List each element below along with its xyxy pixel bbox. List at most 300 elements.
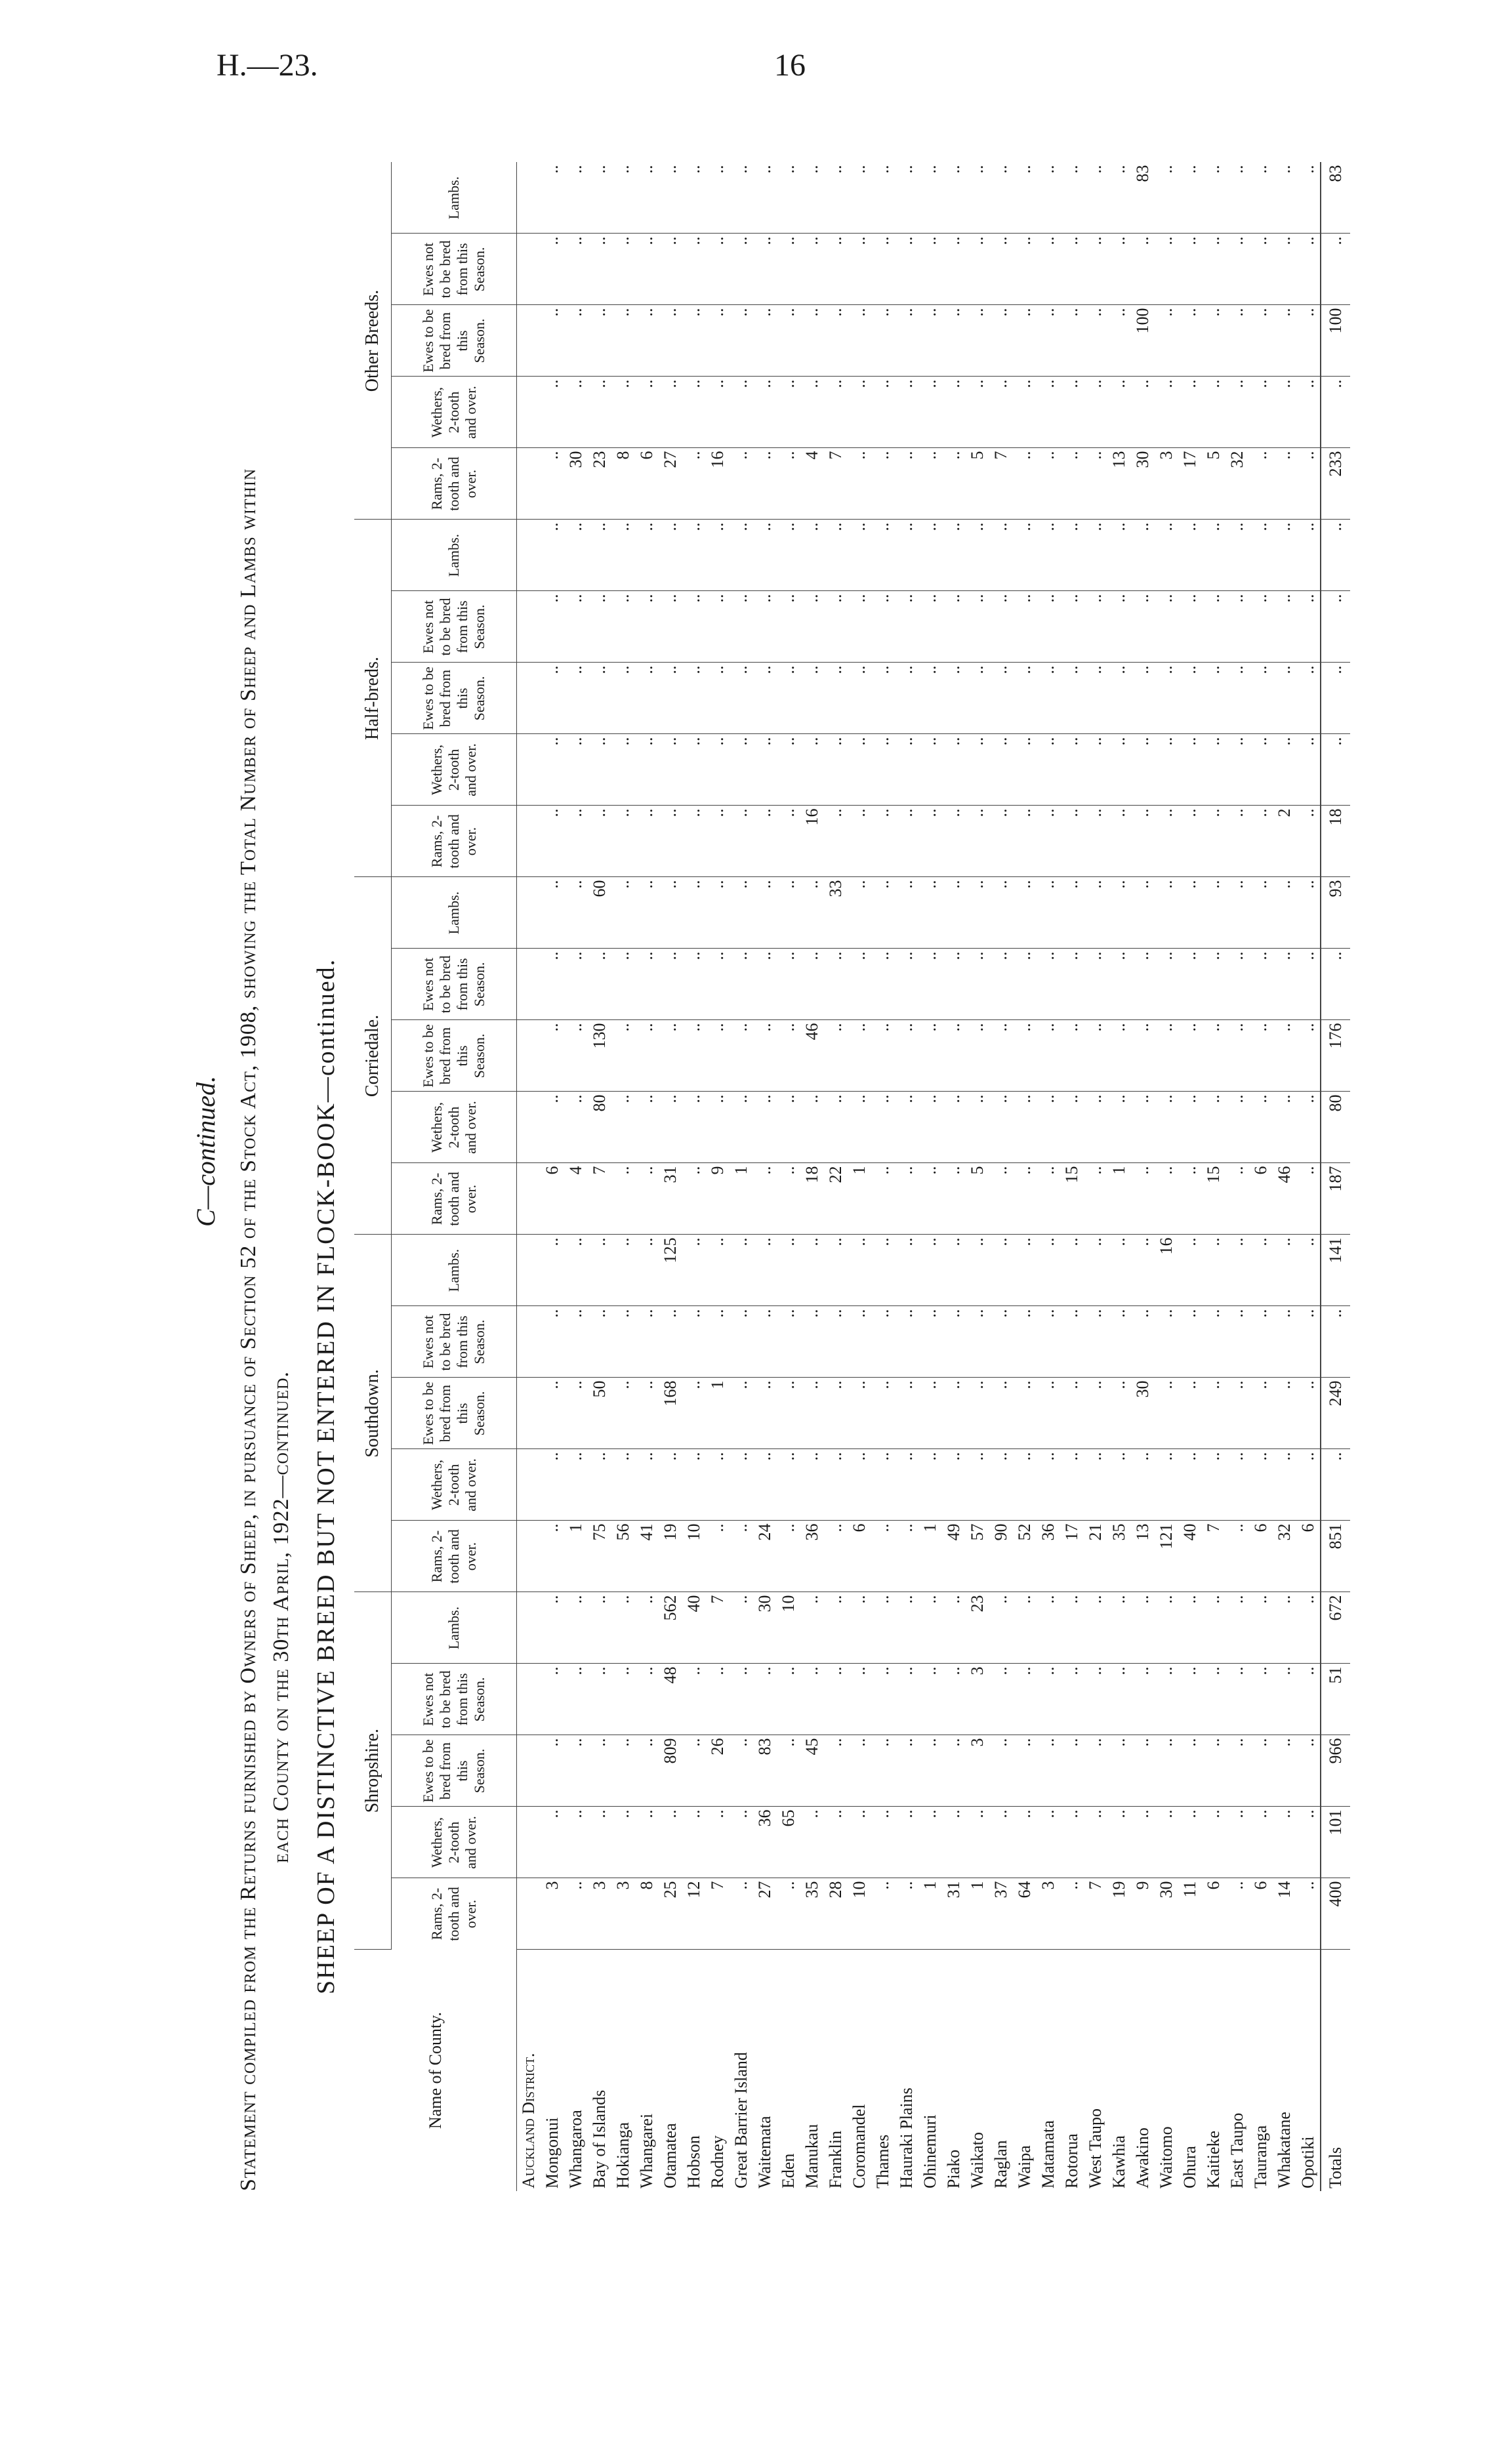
county-name: Awakino xyxy=(1133,2127,1152,2188)
data-cell: 64 xyxy=(1013,1878,1037,1950)
county-name: Waikato xyxy=(968,2132,987,2188)
data-cell: .. xyxy=(871,377,895,448)
empty-cell xyxy=(517,305,541,377)
data-cell: .. xyxy=(730,806,753,877)
data-cell: .. xyxy=(564,163,588,234)
data-cell: 46 xyxy=(800,1020,824,1092)
data-cell: .. xyxy=(848,377,871,448)
data-cell: .. xyxy=(989,1592,1013,1664)
data-cell: .. xyxy=(989,1664,1013,1735)
county-name: Waipa xyxy=(1015,2145,1034,2188)
data-cell: 24 xyxy=(753,1521,777,1592)
data-cell: .. xyxy=(848,1807,871,1878)
data-cell: .. xyxy=(1225,1378,1249,1449)
data-cell: 3 xyxy=(611,1878,635,1950)
data-cell: .. xyxy=(635,1306,659,1378)
data-cell: .. xyxy=(871,1092,895,1163)
data-cell: .. xyxy=(706,163,730,234)
column-header: Ewes to be bred from this Season. xyxy=(392,305,517,377)
data-cell: .. xyxy=(730,1521,753,1592)
data-cell: .. xyxy=(1273,234,1296,305)
data-cell: .. xyxy=(871,1235,895,1306)
data-cell: .. xyxy=(918,877,942,949)
district-row xyxy=(517,163,541,2192)
data-cell: .. xyxy=(541,877,564,949)
data-cell: .. xyxy=(1225,1664,1249,1735)
data-cell: .. xyxy=(635,163,659,234)
data-cell: .. xyxy=(730,377,753,448)
data-cell: .. xyxy=(777,377,800,448)
data-cell: .. xyxy=(895,1163,918,1235)
data-cell: .. xyxy=(1249,663,1273,734)
data-cell: .. xyxy=(848,663,871,734)
county-name: Whangarei xyxy=(637,2113,656,2188)
table-row xyxy=(730,163,753,2192)
data-cell: .. xyxy=(824,1807,848,1878)
data-cell: .. xyxy=(895,949,918,1020)
data-cell: .. xyxy=(871,1664,895,1735)
data-cell: .. xyxy=(1296,1449,1321,1521)
data-cell: .. xyxy=(564,305,588,377)
data-cell: .. xyxy=(1296,1735,1321,1807)
data-cell: .. xyxy=(848,1235,871,1306)
data-cell: 6 xyxy=(1249,1878,1273,1950)
data-cell: .. xyxy=(871,949,895,1020)
data-cell: .. xyxy=(1013,1664,1037,1735)
data-cell: .. xyxy=(541,305,564,377)
data-cell: .. xyxy=(871,877,895,949)
data-cell: .. xyxy=(1178,806,1202,877)
table-header xyxy=(354,163,517,2192)
data-cell: .. xyxy=(1249,1664,1273,1735)
data-cell: .. xyxy=(730,1735,753,1807)
data-cell: .. xyxy=(611,806,635,877)
data-cell: .. xyxy=(682,1306,706,1378)
data-cell: .. xyxy=(1084,663,1107,734)
data-cell: .. xyxy=(800,305,824,377)
data-cell: .. xyxy=(730,305,753,377)
data-cell: .. xyxy=(1084,1592,1107,1664)
data-cell: .. xyxy=(635,1449,659,1521)
data-cell: .. xyxy=(824,1735,848,1807)
data-cell: .. xyxy=(541,591,564,663)
data-cell: .. xyxy=(1107,734,1131,806)
data-cell: .. xyxy=(1296,877,1321,949)
empty-cell xyxy=(517,806,541,877)
data-cell: .. xyxy=(588,234,611,305)
data-cell: .. xyxy=(1107,377,1131,448)
data-cell: 6 xyxy=(1249,1521,1273,1592)
data-cell: .. xyxy=(1273,1092,1296,1163)
district-label: Auckland District. xyxy=(519,2053,538,2188)
data-cell: .. xyxy=(1249,1235,1273,1306)
data-cell: .. xyxy=(1273,1592,1296,1664)
data-cell: .. xyxy=(1273,305,1296,377)
data-cell: .. xyxy=(1225,1092,1249,1163)
data-cell: .. xyxy=(611,163,635,234)
data-cell: 6 xyxy=(1249,1163,1273,1235)
data-cell: .. xyxy=(1013,520,1037,591)
data-cell: .. xyxy=(1037,949,1060,1020)
data-cell: .. xyxy=(1060,1735,1084,1807)
data-cell: .. xyxy=(918,1449,942,1521)
data-cell: .. xyxy=(1296,305,1321,377)
data-cell: 26 xyxy=(706,1735,730,1807)
statement-title-continued: each County on the 30th April, 1922—continued. xyxy=(269,1371,293,1863)
data-cell: .. xyxy=(1037,448,1060,520)
data-cell: .. xyxy=(871,663,895,734)
data-cell: .. xyxy=(635,1807,659,1878)
header-row-columns xyxy=(392,163,517,2192)
data-cell: .. xyxy=(895,1020,918,1092)
totals-cell: 966 xyxy=(1321,1735,1350,1807)
data-cell: 5 xyxy=(966,448,989,520)
data-cell: .. xyxy=(1060,163,1084,234)
data-cell: .. xyxy=(895,1449,918,1521)
data-cell: .. xyxy=(1084,1163,1107,1235)
data-cell: .. xyxy=(1273,949,1296,1020)
data-cell: .. xyxy=(1084,1235,1107,1306)
data-cell: .. xyxy=(611,1592,635,1664)
data-cell: .. xyxy=(659,877,682,949)
data-cell: .. xyxy=(706,1664,730,1735)
data-cell: .. xyxy=(1155,520,1178,591)
data-cell: .. xyxy=(800,520,824,591)
data-cell: .. xyxy=(1131,1092,1155,1163)
totals-cell: 51 xyxy=(1321,1664,1350,1735)
data-cell: .. xyxy=(1037,377,1060,448)
data-cell: .. xyxy=(777,1306,800,1378)
data-cell: .. xyxy=(1202,663,1225,734)
data-cell: .. xyxy=(564,377,588,448)
data-cell: .. xyxy=(871,520,895,591)
data-cell: .. xyxy=(942,234,966,305)
data-cell: .. xyxy=(1225,1521,1249,1592)
totals-cell: .. xyxy=(1321,591,1350,663)
data-cell: .. xyxy=(895,1735,918,1807)
data-cell: .. xyxy=(1249,1735,1273,1807)
data-cell: .. xyxy=(1013,949,1037,1020)
data-cell: .. xyxy=(730,1378,753,1449)
table-row xyxy=(753,163,777,2192)
table-row xyxy=(1225,163,1249,2192)
data-cell: .. xyxy=(1155,1735,1178,1807)
totals-cell: .. xyxy=(1321,377,1350,448)
data-cell: 46 xyxy=(1273,1163,1296,1235)
data-cell: .. xyxy=(848,1592,871,1664)
data-cell: 18 xyxy=(800,1163,824,1235)
data-cell: .. xyxy=(682,663,706,734)
data-cell: .. xyxy=(635,1163,659,1235)
data-cell: 41 xyxy=(635,1521,659,1592)
data-cell: .. xyxy=(541,1449,564,1521)
data-cell: 4 xyxy=(800,448,824,520)
table-row xyxy=(1178,163,1202,2192)
data-cell: .. xyxy=(966,1306,989,1378)
data-cell: .. xyxy=(611,949,635,1020)
data-cell: .. xyxy=(1084,1449,1107,1521)
data-cell: 11 xyxy=(1178,1878,1202,1950)
column-header: Ewes to be bred from this Season. xyxy=(392,1020,517,1092)
data-cell: .. xyxy=(1178,1306,1202,1378)
county-name: Bay of Islands xyxy=(590,2089,609,2188)
data-cell: .. xyxy=(942,1235,966,1306)
county-name: Kawhia xyxy=(1109,2135,1128,2188)
data-cell: .. xyxy=(989,591,1013,663)
data-cell: .. xyxy=(541,377,564,448)
data-cell: .. xyxy=(682,520,706,591)
empty-cell xyxy=(517,1878,541,1950)
data-cell: .. xyxy=(1060,377,1084,448)
totals-cell: .. xyxy=(1321,949,1350,1020)
data-cell: .. xyxy=(541,1378,564,1449)
data-cell: .. xyxy=(824,1020,848,1092)
data-cell: .. xyxy=(1107,520,1131,591)
page-number: 16 xyxy=(774,48,806,83)
county-name: Thames xyxy=(873,2134,892,2188)
data-cell: .. xyxy=(1225,377,1249,448)
data-cell: .. xyxy=(1155,734,1178,806)
empty-cell xyxy=(517,520,541,591)
document-id: H.—23. xyxy=(216,48,318,83)
data-cell: .. xyxy=(871,234,895,305)
data-cell: .. xyxy=(942,734,966,806)
data-cell: .. xyxy=(777,520,800,591)
column-header: Lambs. xyxy=(392,1592,517,1664)
empty-cell xyxy=(517,448,541,520)
data-cell: .. xyxy=(871,1449,895,1521)
data-cell: .. xyxy=(989,1735,1013,1807)
county-name: East Taupo xyxy=(1227,2112,1246,2188)
data-cell: .. xyxy=(895,377,918,448)
county-name: Manukau xyxy=(802,2124,821,2188)
data-cell: .. xyxy=(824,591,848,663)
data-cell: .. xyxy=(611,1664,635,1735)
county-name: West Taupo xyxy=(1086,2108,1105,2188)
data-cell: .. xyxy=(895,234,918,305)
data-cell: .. xyxy=(682,1235,706,1306)
data-cell: .. xyxy=(895,1807,918,1878)
data-cell: .. xyxy=(1084,591,1107,663)
data-cell: .. xyxy=(1013,163,1037,234)
data-cell: .. xyxy=(611,663,635,734)
data-cell: .. xyxy=(1037,1592,1060,1664)
data-cell: .. xyxy=(777,305,800,377)
data-cell: .. xyxy=(1131,1592,1155,1664)
data-cell: .. xyxy=(1013,1378,1037,1449)
data-cell: .. xyxy=(895,448,918,520)
data-cell: .. xyxy=(682,734,706,806)
data-cell: .. xyxy=(1296,1807,1321,1878)
data-cell: .. xyxy=(611,591,635,663)
data-cell: .. xyxy=(1084,377,1107,448)
data-cell: .. xyxy=(588,806,611,877)
data-cell: .. xyxy=(611,877,635,949)
data-cell: .. xyxy=(682,305,706,377)
data-cell: .. xyxy=(1107,234,1131,305)
data-cell: 9 xyxy=(706,1163,730,1235)
data-cell: .. xyxy=(918,1163,942,1235)
county-name: Hauraki Plains xyxy=(897,2087,916,2188)
data-cell: .. xyxy=(966,234,989,305)
data-cell: .. xyxy=(1131,1235,1155,1306)
data-cell: .. xyxy=(1131,663,1155,734)
data-cell: 100 xyxy=(1131,305,1155,377)
data-cell: .. xyxy=(1060,520,1084,591)
data-cell: .. xyxy=(1084,806,1107,877)
data-cell: .. xyxy=(682,1449,706,1521)
data-cell: .. xyxy=(1131,734,1155,806)
data-cell: .. xyxy=(753,1235,777,1306)
data-cell: .. xyxy=(730,734,753,806)
data-cell: .. xyxy=(1037,591,1060,663)
data-cell: 121 xyxy=(1155,1521,1178,1592)
data-cell: .. xyxy=(800,1306,824,1378)
data-cell: 10 xyxy=(682,1521,706,1592)
data-cell: .. xyxy=(918,1092,942,1163)
data-cell: .. xyxy=(848,1449,871,1521)
data-cell: .. xyxy=(942,1020,966,1092)
data-cell: 1 xyxy=(564,1521,588,1592)
data-cell: .. xyxy=(706,1306,730,1378)
data-cell: .. xyxy=(1084,520,1107,591)
totals-cell: 141 xyxy=(1321,1235,1350,1306)
data-cell: .. xyxy=(966,734,989,806)
county-name: Piako xyxy=(944,2149,963,2188)
column-header: Wethers, 2-tooth and over. xyxy=(392,734,517,806)
data-cell: .. xyxy=(800,163,824,234)
data-cell: .. xyxy=(1084,1735,1107,1807)
data-cell: .. xyxy=(824,663,848,734)
data-cell: 7 xyxy=(1202,1521,1225,1592)
data-cell: .. xyxy=(682,949,706,1020)
data-cell: .. xyxy=(1155,1092,1178,1163)
data-cell: 5 xyxy=(1202,448,1225,520)
data-cell: .. xyxy=(1273,377,1296,448)
data-cell: .. xyxy=(777,591,800,663)
table-row xyxy=(848,163,871,2192)
data-cell: .. xyxy=(706,1235,730,1306)
data-cell: .. xyxy=(895,1092,918,1163)
data-cell: .. xyxy=(800,949,824,1020)
county-name: Raglan xyxy=(991,2140,1010,2188)
data-cell: .. xyxy=(1037,234,1060,305)
data-cell: .. xyxy=(682,234,706,305)
data-cell: .. xyxy=(1249,520,1273,591)
totals-cell: 101 xyxy=(1321,1807,1350,1878)
data-cell: .. xyxy=(824,520,848,591)
data-cell: .. xyxy=(1178,1378,1202,1449)
table-row xyxy=(1273,163,1296,2192)
data-cell: .. xyxy=(541,163,564,234)
county-name: Hokianga xyxy=(613,2122,632,2188)
data-cell: 10 xyxy=(777,1592,800,1664)
data-cell: .. xyxy=(942,877,966,949)
totals-cell: .. xyxy=(1321,1306,1350,1378)
data-cell: .. xyxy=(989,1020,1013,1092)
data-cell: .. xyxy=(1202,591,1225,663)
data-cell: .. xyxy=(1225,1592,1249,1664)
data-cell: .. xyxy=(966,1020,989,1092)
data-cell: .. xyxy=(1060,1378,1084,1449)
data-cell: .. xyxy=(1249,1592,1273,1664)
data-cell: .. xyxy=(1202,1020,1225,1092)
data-cell: .. xyxy=(989,806,1013,877)
data-cell: .. xyxy=(564,1020,588,1092)
data-cell: 130 xyxy=(588,1020,611,1092)
data-cell: .. xyxy=(918,1235,942,1306)
data-cell: .. xyxy=(942,163,966,234)
data-cell: 30 xyxy=(1155,1878,1178,1950)
data-cell: .. xyxy=(942,663,966,734)
data-cell: .. xyxy=(1013,1306,1037,1378)
data-cell: 3 xyxy=(966,1735,989,1807)
data-cell: .. xyxy=(989,1378,1013,1449)
data-cell: .. xyxy=(966,163,989,234)
data-cell: .. xyxy=(1037,1020,1060,1092)
data-cell: .. xyxy=(730,1878,753,1950)
data-cell: .. xyxy=(564,520,588,591)
data-cell: .. xyxy=(1296,1092,1321,1163)
empty-cell xyxy=(517,1163,541,1235)
data-cell: .. xyxy=(1131,377,1155,448)
data-cell: .. xyxy=(1155,663,1178,734)
data-cell: .. xyxy=(942,1306,966,1378)
data-cell: .. xyxy=(635,305,659,377)
data-cell: .. xyxy=(777,734,800,806)
data-cell: .. xyxy=(1107,1664,1131,1735)
data-cell: .. xyxy=(1178,663,1202,734)
data-cell: .. xyxy=(635,734,659,806)
data-cell: .. xyxy=(1202,163,1225,234)
data-cell: .. xyxy=(1037,520,1060,591)
data-cell: .. xyxy=(848,234,871,305)
data-cell: .. xyxy=(564,734,588,806)
data-cell: .. xyxy=(611,305,635,377)
data-cell: .. xyxy=(895,1235,918,1306)
data-cell: .. xyxy=(659,234,682,305)
data-cell: .. xyxy=(1178,1735,1202,1807)
data-cell: 7 xyxy=(706,1592,730,1664)
totals-cell: .. xyxy=(1321,734,1350,806)
data-cell: .. xyxy=(918,520,942,591)
data-cell: .. xyxy=(895,1664,918,1735)
data-cell: .. xyxy=(635,520,659,591)
data-cell: .. xyxy=(1296,1378,1321,1449)
column-header: Ewes to be bred from this Season. xyxy=(392,663,517,734)
data-cell: .. xyxy=(682,1092,706,1163)
data-cell: .. xyxy=(848,1092,871,1163)
data-cell: .. xyxy=(871,448,895,520)
data-cell: .. xyxy=(730,1664,753,1735)
data-cell: .. xyxy=(1107,1020,1131,1092)
data-cell: .. xyxy=(1249,377,1273,448)
data-cell: 16 xyxy=(800,806,824,877)
data-cell: .. xyxy=(918,1306,942,1378)
data-cell: .. xyxy=(1155,806,1178,877)
data-cell: 16 xyxy=(706,448,730,520)
data-cell: .. xyxy=(800,377,824,448)
data-cell: 23 xyxy=(588,448,611,520)
data-cell: .. xyxy=(753,305,777,377)
data-cell: 31 xyxy=(659,1163,682,1235)
data-cell: .. xyxy=(659,1020,682,1092)
data-cell: .. xyxy=(1107,1306,1131,1378)
totals-cell: 100 xyxy=(1321,305,1350,377)
data-cell: .. xyxy=(564,1592,588,1664)
table-row xyxy=(1084,163,1107,2192)
data-cell: .. xyxy=(1037,1306,1060,1378)
